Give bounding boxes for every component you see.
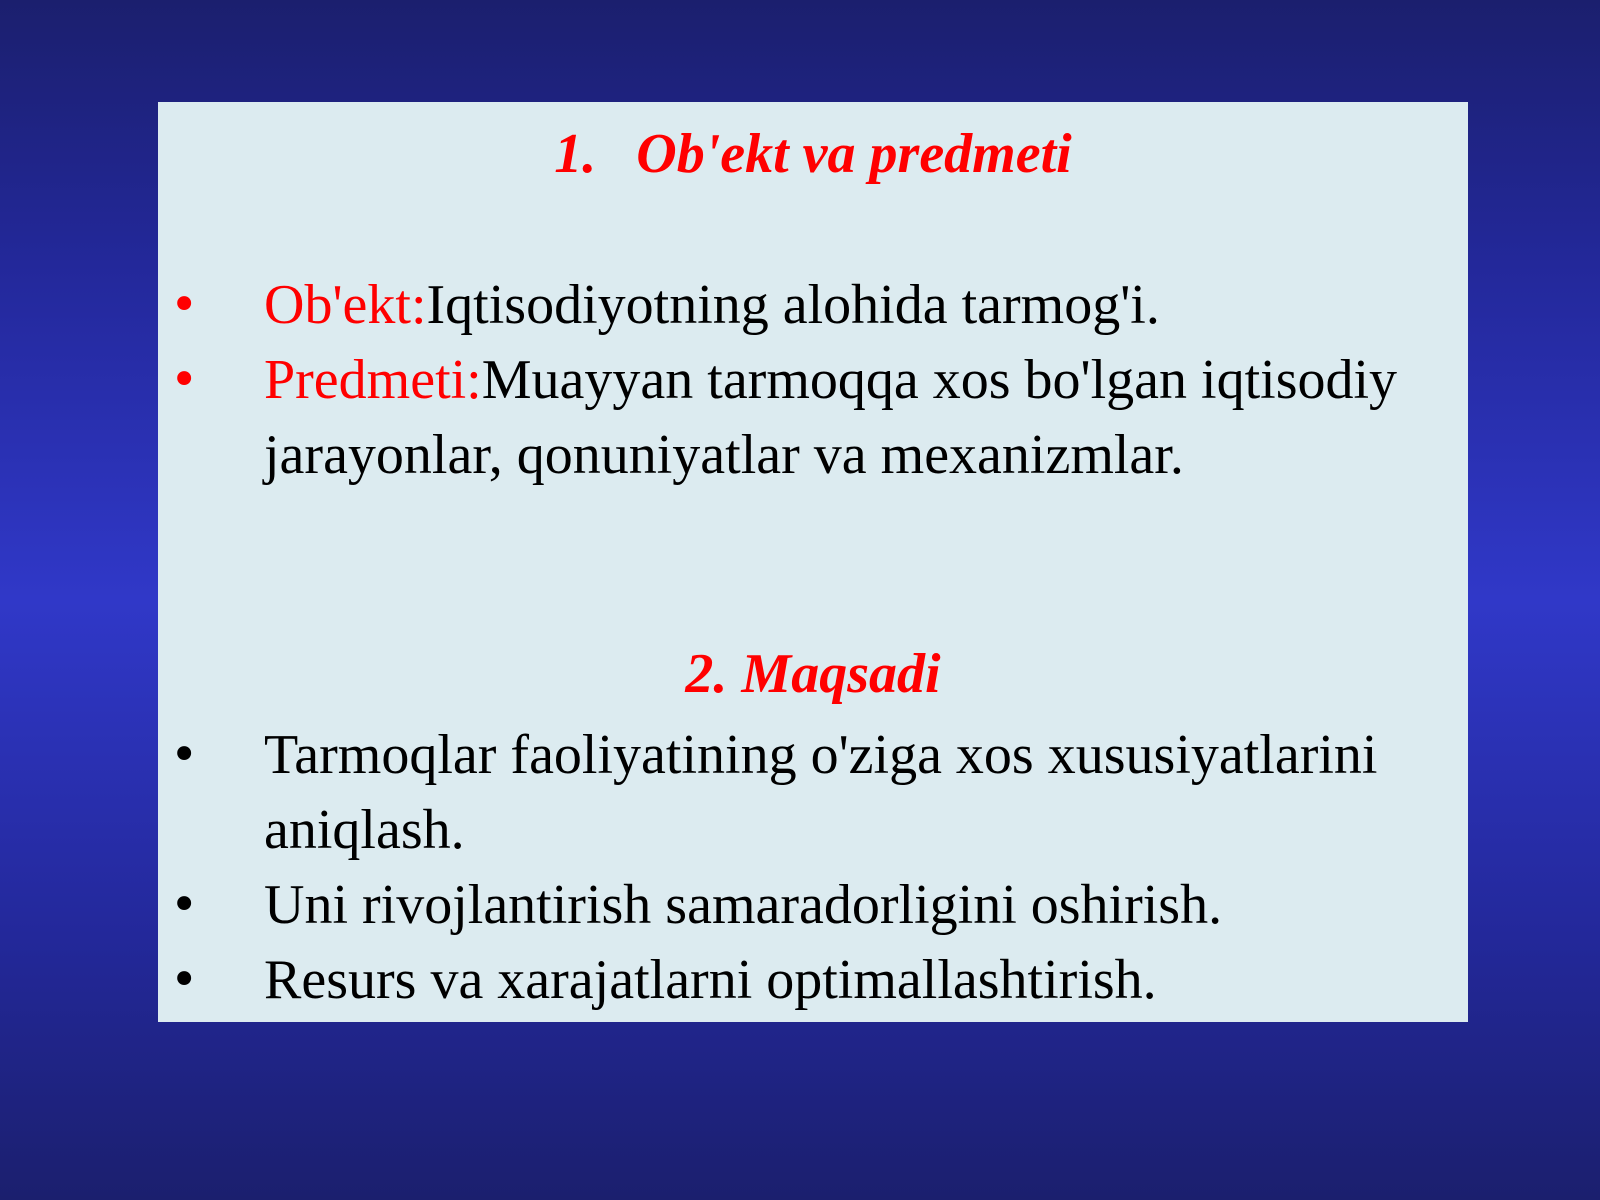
list-item-goal-1 <box>158 718 1468 868</box>
bullet-icon: • <box>170 877 199 933</box>
item-text: Iqtisodiyotning alohida tarmog'i. <box>426 274 1160 336</box>
term-label: Predmeti: <box>264 349 482 411</box>
item-text: Uni rivojlantirish samaradorligini oshirish. <box>264 874 1223 936</box>
list-item-object <box>158 268 1468 343</box>
section-2-list <box>158 718 1468 1018</box>
section-1-title: Ob'ekt va predmeti <box>636 123 1072 185</box>
section-1-number: 1. <box>554 123 597 185</box>
item-text: Tarmoqlar faoliyatining o'ziga xos xususiyatlarini aniqlash. <box>264 724 1378 861</box>
section-1-heading <box>158 122 1468 186</box>
list-item-subject <box>158 343 1468 493</box>
list-item-goal-2 <box>158 868 1468 943</box>
item-text: Muayyan tarmoqqa xos bo'lgan iqtisodiy jarayonlar, qonuniyatlar va mexanizmlar. <box>264 349 1398 486</box>
section-1-list <box>158 268 1468 493</box>
bullet-icon: • <box>170 952 199 1008</box>
section-2-heading: 2. Maqsadi <box>685 643 941 705</box>
content-panel <box>158 102 1468 1022</box>
list-item-goal-3 <box>158 943 1468 1018</box>
bullet-icon: • <box>170 727 199 783</box>
item-text: Resurs va xarajatlarni optimallashtirish. <box>264 949 1157 1011</box>
term-label: Ob'ekt: <box>264 274 427 336</box>
bullet-icon: • <box>170 277 199 333</box>
bullet-icon: • <box>170 352 199 408</box>
